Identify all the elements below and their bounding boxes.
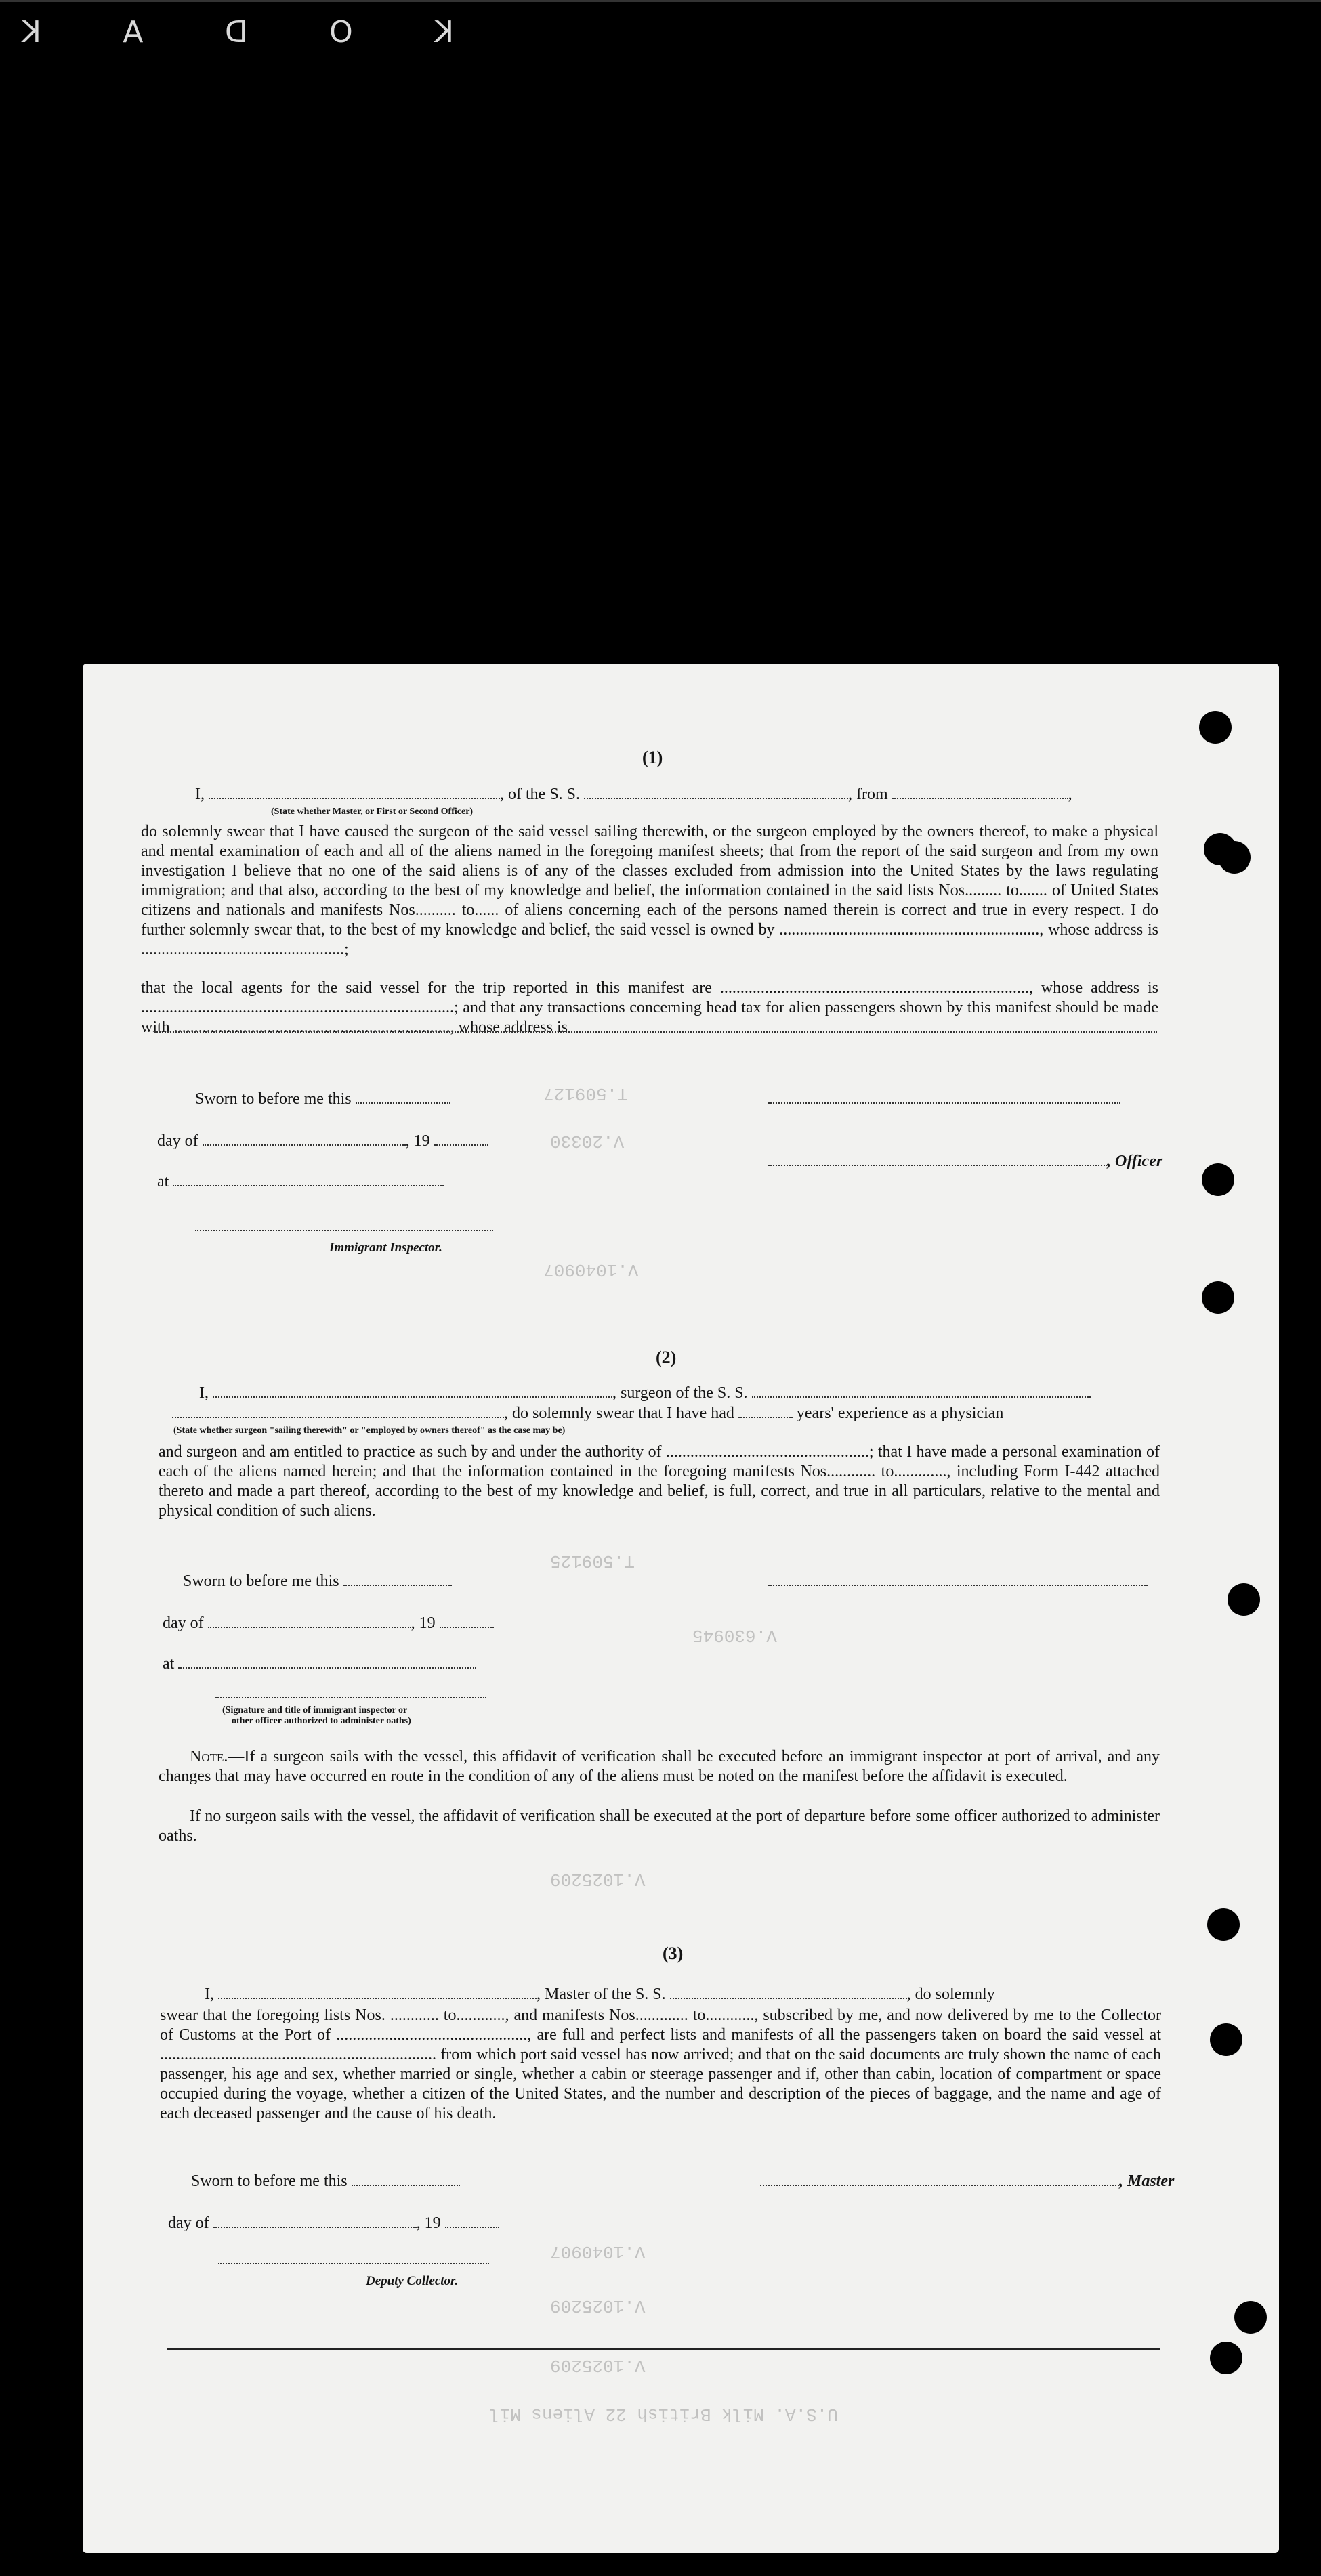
sworn-label: Sworn to before me this (195, 1090, 352, 1108)
blank-master-name-field[interactable] (218, 1985, 537, 1999)
bleed-through-text: T.509127 (543, 1083, 628, 1104)
blank-signature-field[interactable] (768, 1572, 1148, 1586)
bleed-through-text: V.20330 (550, 1131, 625, 1151)
from-label: , from (848, 786, 888, 803)
bleed-through-text: V.1040907 (543, 1260, 639, 1280)
section-3-body: swear that the foregoing lists Nos. ............ to............, and manifests Nos............. to............, subscribed by me, and now delivered by me to the Collector of Customs at the Port of ..............................................., are full and perfect lists and manifests of all the passengers taken on board the said vessel at .................................................................... from which port said vessel has now arrived; and that on the said documents are truly shown the name of each passenger, his age and sex, whether married or single, whether a cabin or steerage passenger and if, other than cabin, location of compartment or space occupied during the voyage, whether a citizen of the United States, and the number and description of the pieces of baggage, and the name and age of each deceased passenger and the cause of his death. (160, 2006, 1161, 2122)
section-2-swear-line (172, 1404, 1003, 1423)
years-label: years' experience as a physician (796, 1404, 1004, 1422)
signature-caption: (Signature and title of immigrant inspector or (222, 1705, 408, 1715)
blank-years-field[interactable] (738, 1404, 793, 1418)
blank-surgeon-name-field[interactable] (213, 1384, 612, 1398)
section-2-number: (2) (656, 1348, 677, 1367)
blank-year-field[interactable] (434, 1132, 488, 1146)
blank-month-field[interactable] (203, 1132, 406, 1146)
at-line (157, 1173, 444, 1191)
blank-month-field[interactable] (208, 1614, 411, 1628)
signature-line (768, 1572, 1148, 1591)
section-1-body: do solemnly swear that I have caused the surgeon of the said vessel sailing therewith, or the surgeon employed by the owners thereof, to make a physical and mental examination of each and all of the aliens named in the foregoing manifest sheets; that from the report of the said surgeon and from my own investigation I believe that no one of the said aliens is of any of the classes excluded from admission into the United States by the laws regulating immigration; and that also, according to the best of my knowledge and belief, the information contained in the said lists Nos......... to....... of United States citizens and nationals and manifests Nos.......... to...... of aliens concerning each of the persons named therein is correct and true in every respect. I do further solemnly swear that, to the best of my knowledge and belief, the said vessel is owned by ................................................................, whose address is ..................................................; (141, 823, 1158, 958)
of-ss-label: , of the S. S. (500, 786, 581, 803)
blank-year-field[interactable] (440, 1614, 494, 1628)
pronoun-i: I, (199, 1384, 209, 1402)
film-letter: D (223, 15, 248, 49)
film-edge-marker (20, 15, 454, 49)
punch-hole (1199, 711, 1232, 744)
blank-date-field[interactable] (352, 2172, 460, 2186)
year-label: , 19 (411, 1614, 436, 1632)
officer-line (768, 1153, 1162, 1171)
sworn-line (191, 2172, 460, 2191)
bleed-through-text: V.1025209 (550, 2296, 646, 2316)
bleed-through-text: T.509125 (550, 1551, 635, 1571)
bleed-through-text: U.S.A. Milk British 22 Aliens Mil (489, 2404, 838, 2424)
section-1-body-continued: that the local agents for the said vessel for the trip reported in this manifest are ............................................................................, whose address is .............................................................................; and that any transactions concerning head tax for alien passengers shown by this manifest should be made with ...................................................................., whose address is (141, 979, 1158, 1036)
master-of-label: , Master of the S. S. (537, 1985, 666, 2003)
blank-place-field[interactable] (178, 1655, 476, 1669)
section-1-number: (1) (642, 748, 663, 767)
inspector-caption (329, 1241, 442, 1255)
blank-master-signature-field[interactable] (760, 2172, 1119, 2186)
section-1-caption: (State whether Master, or First or Second Officer) (271, 807, 474, 817)
day-of-label: day of (168, 2214, 209, 2232)
sworn-line (183, 1572, 452, 1591)
blank-officer-field[interactable] (768, 1153, 1107, 1166)
inspector-label: Immigrant Inspector. (329, 1241, 442, 1255)
punch-hole (1228, 1583, 1260, 1616)
bleed-through-text: V.630945 (692, 1625, 777, 1646)
section-2-body: and surgeon and am entitled to practice as such by and under the authority of ..................................................; that I have made a personal examination of each of the aliens named herein; and that the information contained in the foregoing manifests Nos............ to............., including Form I-442 attached thereto and made a part thereof, according to the best of my knowledge and belief, is full, correct, and true in all particulars, relative to the mental and physical condition of such aliens. (159, 1443, 1160, 1520)
at-label: at (163, 1655, 175, 1673)
blank-place-field[interactable] (173, 1173, 444, 1186)
film-letter: K (433, 15, 454, 49)
officer-label: , Officer (1107, 1153, 1163, 1170)
at-line (163, 1655, 476, 1673)
note-paragraph-2 (159, 1807, 1160, 1846)
punch-hole (1207, 1908, 1240, 1941)
day-of-label: day of (157, 1132, 198, 1150)
officer-signature-line (215, 1685, 486, 1703)
bleed-through-text: V.1025209 (550, 2355, 646, 2376)
blank-month-field[interactable] (213, 2214, 417, 2228)
punch-hole (1202, 1163, 1234, 1196)
blank-year-field[interactable] (445, 2214, 499, 2228)
collector-label: Deputy Collector. (366, 2274, 459, 2288)
punch-hole (1202, 1281, 1234, 1314)
blank-collector-field[interactable] (218, 2251, 489, 2264)
blank-vessel-field[interactable] (670, 1985, 907, 1999)
film-letter: O (328, 15, 353, 49)
at-label: at (157, 1173, 169, 1190)
master-label: , Master (1119, 2172, 1175, 2190)
blank-date-field[interactable] (356, 1090, 450, 1104)
sworn-label: Sworn to before me this (183, 1572, 339, 1590)
note-text: —If a surgeon sails with the vessel, this affidavit of verification shall be executed before an immigrant inspector at port of arrival, and any changes that may have occurred en route in the condition of any of the aliens must be noted on the manifest before the affidavit is executed. (159, 1748, 1160, 1785)
punch-hole (1210, 2023, 1242, 2056)
punch-hole (1218, 841, 1251, 874)
manifest-page (83, 664, 1279, 2553)
day-of-line (168, 2214, 499, 2233)
swear-label: , do solemnly swear that I have had (504, 1404, 734, 1422)
sworn-line (195, 1090, 450, 1109)
pronoun-i: I, (195, 786, 205, 803)
day-of-label: day of (163, 1614, 204, 1632)
film-edge (0, 0, 1321, 2)
master-line (760, 2172, 1174, 2191)
blank-date-field[interactable] (343, 1572, 452, 1586)
blank-signature-field[interactable] (768, 1090, 1120, 1104)
blank-name-field[interactable] (209, 786, 500, 799)
blank-vessel-field[interactable] (752, 1384, 1091, 1398)
day-of-line (157, 1132, 488, 1151)
film-letter: A (121, 15, 144, 49)
blank-vessel-field[interactable] (584, 786, 848, 799)
address-blank (154, 1019, 1157, 1037)
section-2-caption: (State whether surgeon "sailing therewith" or "employed by owners thereof" as the case may be) (173, 1425, 566, 1436)
pronoun-i: I, (205, 1985, 214, 2003)
signature-caption: other officer authorized to administer oaths) (232, 1716, 411, 1726)
bottom-rule (167, 2348, 1160, 2350)
blank-inspector-field[interactable] (195, 1218, 493, 1231)
swear-label: , do solemnly (906, 1985, 995, 2003)
inspector-signature-line (195, 1218, 493, 1236)
film-letter: K (20, 15, 41, 49)
section-2-oath-line (199, 1384, 1091, 1402)
collector-signature-line (218, 2251, 489, 2269)
note-label: Note. (190, 1748, 228, 1765)
note-paragraph (159, 1747, 1160, 1786)
note-text: If no surgeon sails with the vessel, the affidavit of verification shall be executed at the port of departure before some officer authorized to administer oaths. (159, 1807, 1160, 1845)
blank-officer-signature-field[interactable] (215, 1685, 486, 1698)
section-1-oath-line: I, , of the S. S. , from , (195, 786, 1072, 803)
bleed-through-text: V.1040907 (550, 2241, 646, 2262)
surgeon-label: , surgeon of the S. S. (612, 1384, 748, 1402)
day-of-line (163, 1614, 494, 1633)
punch-hole (1234, 2301, 1267, 2334)
collector-caption (366, 2274, 458, 2289)
signature-line (768, 1090, 1120, 1109)
blank-status-field[interactable] (172, 1404, 504, 1418)
section-3-oath-line (205, 1985, 995, 2004)
blank-port-field[interactable] (892, 786, 1068, 799)
year-label: , 19 (405, 1132, 430, 1150)
year-label: , 19 (416, 2214, 441, 2232)
punch-hole (1210, 2342, 1242, 2374)
section-3-number: (3) (663, 1944, 684, 1963)
bleed-through-text: V.1025209 (550, 1869, 646, 1889)
sworn-label: Sworn to before me this (191, 2172, 348, 2190)
blank-address-field[interactable] (154, 1019, 1157, 1033)
